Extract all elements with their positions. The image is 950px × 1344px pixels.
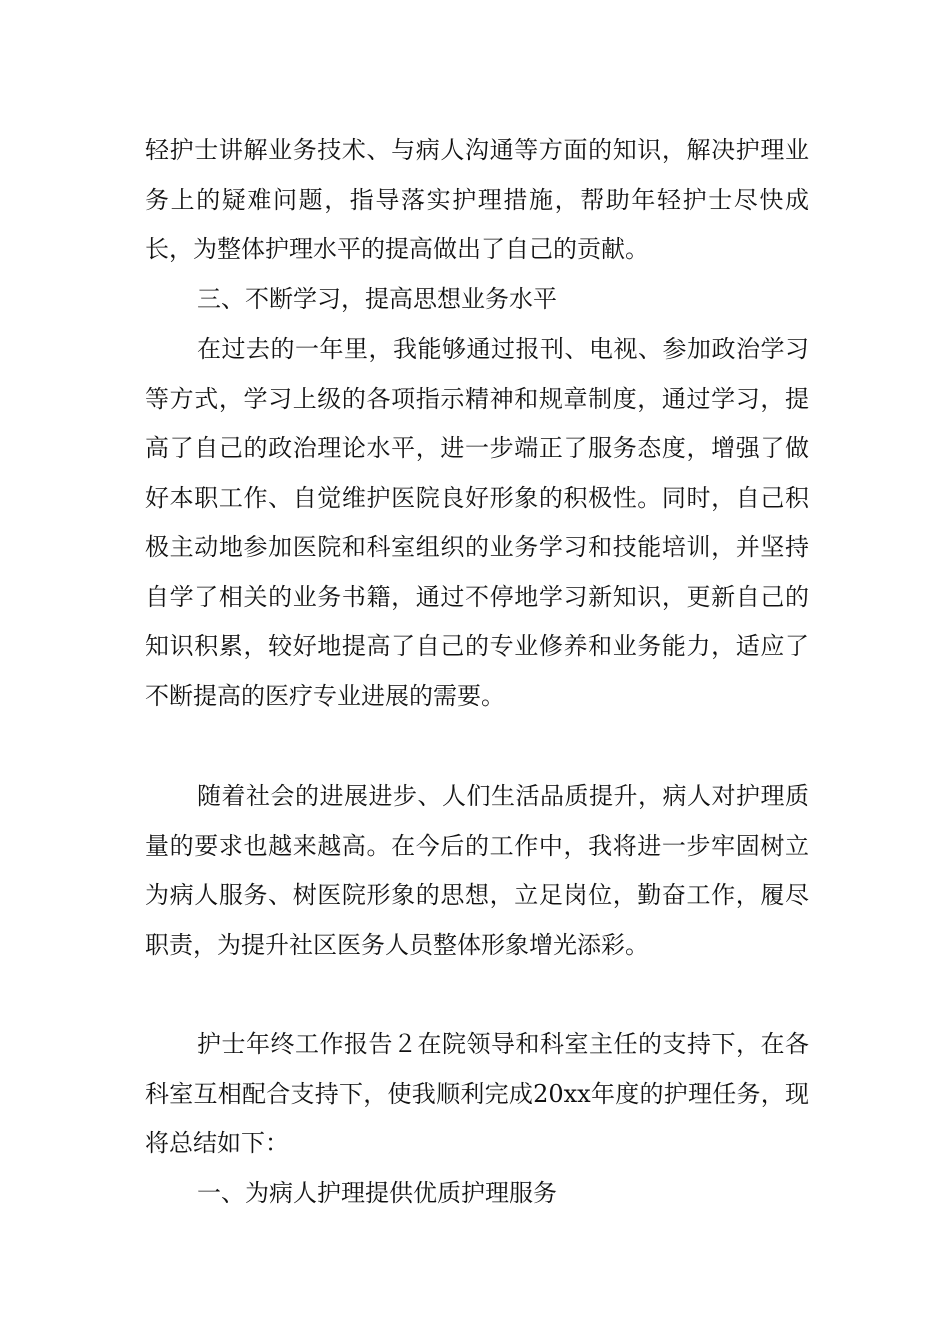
paragraph-report-2-intro: 护士年终工作报告２在院领导和科室主任的支持下，在各科室互相配合支持下，使我顺利完成20xx年度的护理任务，现将总结如下： [145,1030,809,1157]
paragraph-continuation: 轻护士讲解业务技术、与病人沟通等方面的知识，解决护理业务上的疑难问题，指导落实护理措施，帮助年轻护士尽快成长，为整体护理水平的提高做出了自己的贡献。 [145,136,809,263]
section-heading-1: 一、为病人护理提供优质护理服务 [197,1179,557,1207]
section-heading-3: 三、不断学习，提高思想业务水平 [197,285,557,313]
paragraph-outlook: 随着社会的进展进步、人们生活品质提升，病人对护理质量的要求也越来越高。在今后的工作中，我将进一步牢固树立为病人服务、树医院形象的思想，立足岗位，勤奋工作，履尽职责，为提升社区医务人员整体形象增光添彩。 [145,782,809,959]
paragraph-study: 在过去的一年里，我能够通过报刊、电视、参加政治学习等方式，学习上级的各项指示精神和规章制度，通过学习，提高了自己的政治理论水平，进一步端正了服务态度，增强了做好本职工作、自觉维护医院良好形象的积极性。同时，自己积极主动地参加医院和科室组织的业务学习和技能培训，并坚持自学了相关的业务书籍，通过不停地学习新知识，更新自己的知识积累，较好地提高了自己的专业修养和业务能力，适应了不断提高的医疗专业进展的需要。 [145,335,809,710]
